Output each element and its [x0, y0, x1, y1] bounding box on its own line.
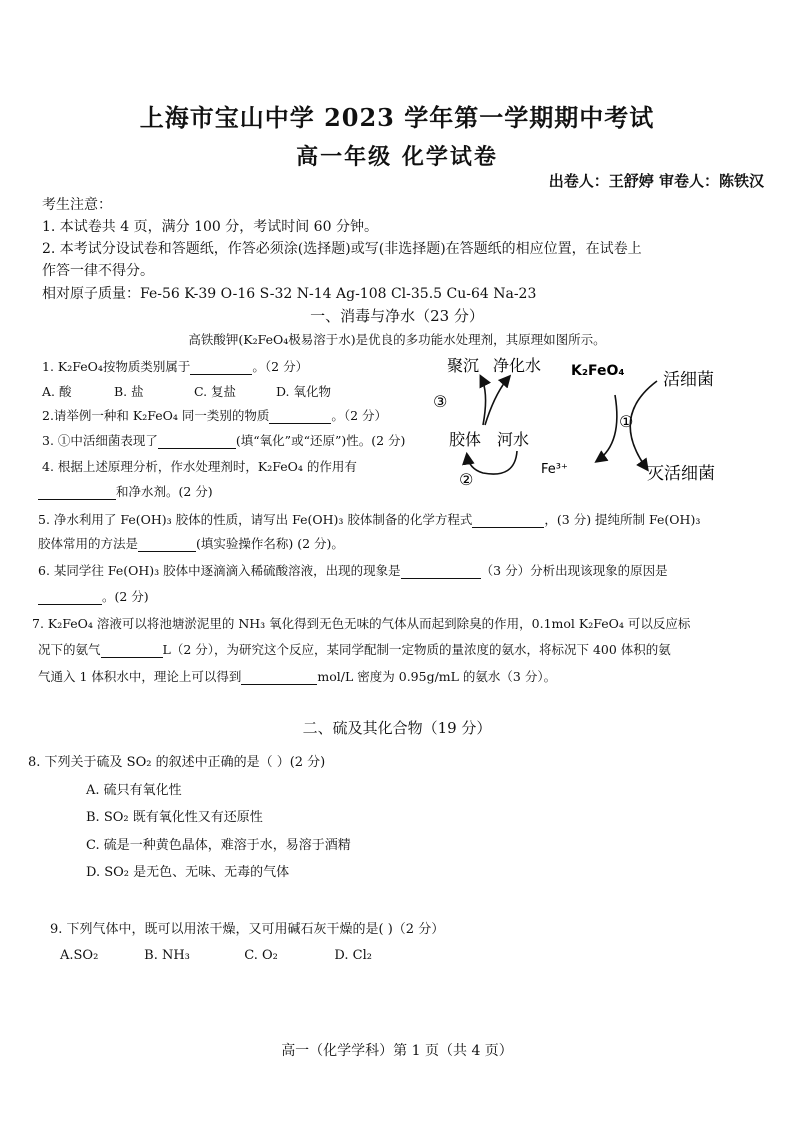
label-purified-water: 净化水	[493, 356, 542, 375]
label-settle: 聚沉	[447, 356, 480, 375]
notice-line-3: 作答一律不得分。	[42, 263, 154, 279]
step-2-marker: ②	[459, 470, 474, 489]
label-river-water: 河水	[497, 430, 530, 449]
arrow-to-dead-bacteria	[630, 381, 657, 469]
question-9-stem: 9. 下列气体中，既可以用浓干燥，又可用碱石灰干燥的是( )（2 分）	[50, 922, 445, 937]
label-fe3: Fe³⁺	[541, 462, 568, 477]
arrow-to-purify	[485, 377, 509, 425]
arrow-to-fe3	[597, 395, 617, 461]
answer-blank	[158, 434, 236, 449]
option-d: D. 氧化物	[275, 384, 331, 399]
notice-line-2: 2. 本考试分设试卷和答题纸，作答必须涂(选择题)或写(非选择题)在答题纸的相应位置，在试卷上	[42, 241, 642, 257]
step-1-marker: ①	[619, 412, 634, 431]
question-9-options	[60, 948, 372, 963]
section-2-title: 二、硫及其化合物（19 分）	[302, 719, 492, 737]
question-6-line-2: 。(2 分)	[38, 587, 149, 605]
option-c: C. O₂	[244, 948, 278, 963]
option-b: B. NH₃	[144, 948, 190, 963]
question-1-options	[42, 382, 331, 400]
exam-subtitle: 高一年级 化学试卷	[296, 144, 498, 170]
answer-blank	[138, 537, 196, 552]
question-5-line-1: 5. 净水利用了 Fe(OH)₃ 胶体的性质，请写出 Fe(OH)₃ 胶体制备的化学方程式 ，(3 分) 提纯所制 Fe(OH)₃	[38, 512, 701, 527]
option-d: D. Cl₂	[334, 948, 372, 963]
option-c: C. 复盐	[193, 384, 237, 399]
answer-blank	[401, 564, 481, 579]
answer-blank	[38, 485, 116, 500]
question-4-line-2: 和净水剂。(2 分)	[38, 482, 213, 500]
question-8-option-b: B. SO₂ 既有氧化性又有还原性	[86, 810, 263, 825]
answer-blank	[190, 360, 252, 375]
question-8-stem: 8. 下列关于硫及 SO₂ 的叙述中正确的是（ ）(2 分)	[28, 755, 326, 770]
question-8-option-c: C. 硫是一种黄色晶体，难溶于水，易溶于酒精	[86, 838, 351, 853]
answer-blank	[472, 513, 544, 528]
exam-authors: 出卷人：王舒婷 审卷人：陈铁汉	[548, 172, 764, 190]
option-b: B. 盐	[113, 384, 144, 399]
question-6-line-1: 6. 某同学往 Fe(OH)₃ 胶体中逐滴滴入稀硫酸溶液，出现的现象是 （3 分）分析出现该现象的原因是	[38, 563, 668, 578]
question-7-line-2: 况下的氨气 L（2 分），为研究这个反应，某同学配制一定物质的量浓度的氨水，将标况下 400 体积的氨	[38, 642, 671, 657]
answer-blank	[38, 590, 102, 605]
notice-line-1: 1. 本试卷共 4 页，满分 100 分，考试时间 60 分钟。	[42, 219, 378, 235]
question-1: 1. K₂FeO₄按物质类别属于 。（2 分）	[42, 359, 309, 374]
option-a: A.SO₂	[60, 948, 99, 963]
label-dead-bacteria: 灭活细菌	[647, 464, 715, 484]
answer-blank	[269, 409, 331, 424]
notice-heading: 考生注意：	[42, 197, 112, 213]
label-reagent: K₂FeO₄	[571, 363, 625, 379]
step-3-marker: ③	[433, 392, 448, 411]
answer-blank	[101, 643, 163, 658]
question-8-option-d: D. SO₂ 是无色、无味、无毒的气体	[86, 865, 290, 880]
section-1-intro: 高铁酸钾(K₂FeO₄极易溶于水)是优良的多功能水处理剂，其原理如图所示。	[188, 332, 606, 347]
question-7-line-3: 气通入 1 体积水中，理论上可以得到 mol/L 密度为 0.95g/mL 的氨水（3 分）。	[38, 669, 557, 684]
purification-diagram	[425, 345, 780, 500]
question-2: 2.请举例一种和 K₂FeO₄ 同一类别的物质 。（2 分）	[42, 408, 388, 423]
answer-blank	[241, 670, 317, 685]
question-4-line-1: 4. 根据上述原理分析，作水处理剂时，K₂FeO₄ 的作用有	[42, 459, 357, 474]
question-5-line-2: 胶体常用的方法是 (填实验操作名称) (2 分)。	[38, 536, 344, 551]
question-3: 3. ①中活细菌表现了 (填“氧化”或“还原”)性。(2 分)	[42, 433, 406, 448]
page-footer: 高一（化学学科）第 1 页（共 4 页）	[281, 1043, 513, 1059]
option-a: A. 酸	[42, 384, 72, 399]
label-colloid: 胶体	[449, 430, 482, 449]
label-live-bacteria: 活细菌	[663, 370, 714, 390]
atomic-masses: 相对原子质量：Fe-56 K-39 O-16 S-32 N-14 Ag-108 Cl-35.5 Cu-64 Na-23	[42, 286, 537, 302]
arrow-to-settle	[481, 377, 486, 425]
exam-title: 上海市宝山中学 2023 学年第一学期期中考试	[139, 103, 655, 132]
arrow-to-colloid	[467, 451, 517, 474]
section-1-title: 一、消毒与净水（23 分）	[310, 307, 484, 325]
question-8-option-a: A. 硫只有氧化性	[86, 783, 182, 798]
question-7-line-1: 7. K₂FeO₄ 溶液可以将池塘淤泥里的 NH₃ 氧化得到无色无味的气体从而起到除臭的作用，0.1mol K₂FeO₄ 可以反应标	[32, 616, 691, 631]
